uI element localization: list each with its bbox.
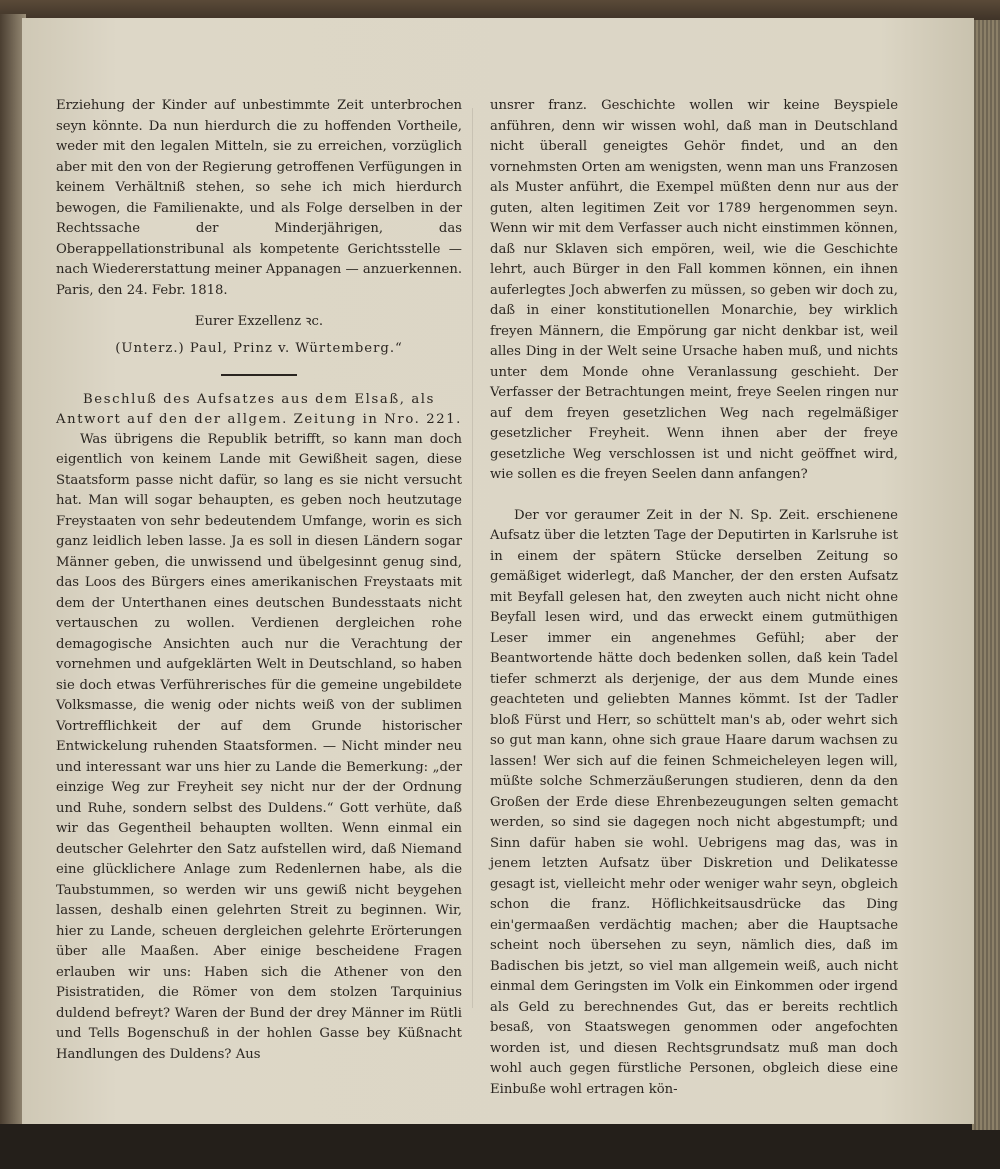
column-gap (472, 108, 473, 1008)
left-column (56, 96, 462, 1065)
page-stack-edge (972, 20, 1000, 1130)
article-conclusion: unsrer franz. Geschichte wollen wir keine Beyspiele anführen, denn wir wissen wohl, daß man in Deutschland nicht überall geneigtes Gehör findet, und an den vornehmsten Orten am wenigsten, wenn man uns Franzosen als Muster anführt, die Exempel müßten denn nur aus der guten, alten legitimen Zeit vor 1789 hergenommen seyn. Wenn wir mit dem Verfasser auch nicht einstimmen können, daß nur Sklaven sich empören, weil, wie die Geschichte lehrt, auch Bürger in den Fall kommen können, ein ihnen auferlegtes Joch abwerfen zu müssen, so geben wir doch zu, daß in einer konstitutionellen Monarchie, bey wirklich freyen Männern, die Empörung gar nicht denkbar ist, weil alles Ding in der Welt seine Ursache haben muß, und nichts unter dem Monde ohne Veranlassung geschieht. Der Verfasser der Betrachtungen meint, freye Seelen ringen nur auf dem freyen gesetzlichen Weg nach regelmäßiger gesetzlicher Freyheit. Wenn ihnen aber der freye gesetzliche Weg verschlossen ist und nicht geöffnet wird, wie sollen es die freyen Seelen dann anfangen? (490, 98, 898, 482)
right-column (490, 96, 898, 1100)
article-body: Was übrigens die Republik betrifft, so kann man doch eigentlich von keinem Lande mit Gewißheit sagen, diese Staatsform passe nicht dafür, so lang es sie nicht versucht hat. Man will sogar behaupten, es geben noch heutzutage Freystaaten von sehr bedeutendem Umfange, worin es sich ganz leidlich leben lasse. Ja es soll in diesen Ländern sogar Männer geben, die unwissend und übelgesinnt genug sind, das Loos des Bürgers eines amerikanischen Freystaats mit dem der Unterthanen eines deutschen Bundesstaats nicht vertauschen zu wollen. Verdienen dergleichen rohe demagogische Ansichten auch nur die Verachtung der vornehmen und aufgeklärten Welt in Deutschland, so haben sie doch etwas Verführerisches für die gemeine ungebildete Volksmasse, die wenig oder nichts weiß von der sublimen Vortrefflichkeit der auf dem Grunde historischer Entwickelung ruhenden Staatsformen. — Nicht minder neu und interessant war uns hier zu Lande die Bemerkung: „der einzige Weg zur Freyheit sey nicht nur der der Ordnung und Ruhe, sondern selbst des Duldens.“ Gott verhüte, daß wir das Gegentheil behaupten wollten. Wenn einmal ein deutscher Gelehrter den Satz aufstellen wird, daß Niemand eine glücklichere Anlage zum Redenlernen habe, als die Taubstummen, so werden wir uns gewiß nicht beygehen lassen, deshalb einen gelehrten Streit zu beginnen. Wir, hier zu Lande, scheuen dergleichen gelehrte Erörterungen über alle Maaßen. Aber einige bescheidene Fragen erlauben wir uns: Haben sich die Athener von den Pisistratiden, die Römer von dem stolzen Tarquinius duldend befreyt? Waren der Bund der drey Männer im Rütli und Tells Bogenschuß in der hohlen Gasse bey Küßnacht Handlungen des Duldens? Aus (56, 431, 462, 1062)
letter-signature: (Unterz.) Paul, Prinz v. Würtemberg.“ (115, 341, 403, 356)
paragraph-break (490, 486, 898, 506)
document-page (22, 18, 974, 1124)
letter-closing: Eurer Exzellenz ꝛc. (194, 314, 324, 329)
letter-continuation: Erziehung der Kinder auf unbestimmte Zeit unterbrochen seyn könnte. Da nun hierdurch die zu hoffenden Vortheile, weder mit den legalen Mitteln, sie zu erreichen, vorzüglich aber mit den von der Regierung getroffenen Verfügungen in keinem Verhältniß stehen, so sehe ich mich hierdurch bewogen, die Familienakte, und als Folge derselben in der Rechtssache der Minderjährigen, das Oberappellationstribunal als kompetente Gerichtsstelle — nach Wiedererstattung meiner Appanagen — anzuerkennen. Paris, den 24. Febr. 1818. (56, 98, 463, 298)
article-heading: Beschluß des Aufsatzes aus dem Elsaß, als Antwort auf den der allgem. Zeitung in Nro. 221. (56, 391, 462, 427)
second-article-body: Der vor geraumer Zeit in der N. Sp. Zeit. erschienene Aufsatz über die letzten Tage der Deputirten in Karlsruhe ist in einem der spätern Stücke derselben Zeitung so gemäßiget widerlegt, daß Mancher, der den ersten Aufsatz mit Beyfall gelesen hat, den zweyten auch nicht nicht ohne Beyfall lesen wird, und das erweckt einem gutmüthigen Leser immer ein angenehmes Gefühl; aber der Beantwortende hätte doch bedenken sollen, daß kein Tadel tiefer schmerzt als derjenige, der aus dem Munde eines geachteten und geliebten Mannes kömmt. Ist der Tadler bloß Fürst und Herr, so schüttelt man's ab, oder wehrt sich so gut man kann, ohne sich graue Haare darum wachsen zu lassen! Wer sich auf die feinen Schmeicheleyen legen will, müßte solche Schmerzäußerungen studieren, denn da den Großen der Erde diese Ehrenbezeugungen selten gemacht werden, so sind sie dagegen noch nicht abgestumpft; und Sinn dafür haben sie wohl. Uebrigens mag das, was in jenem letzten Aufsatz über Diskretion und Delikatesse gesagt ist, vielleicht mehr oder weniger wahr seyn, obgleich schon die franz. Höflichkeitsausdrücke das Ding ein'germaaßen verdächtig machen; aber die Hauptsache scheint noch übersehen zu seyn, nämlich dies, daß im Badischen bis jetzt, so viel man allgemein weiß, auch nicht einmal dem Geringsten im Volk ein Einkommen oder irgend als Geld zu berechnendes Gut, das er bereits rechtlich besaß, von Staatswegen genommen oder angefochten worden ist, und diesen Rechtsgrundsatz muß man doch wohl auch gegen fürstliche Personen, obgleich diese eine Einbuße wohl ertragen kön- (490, 507, 898, 1097)
section-divider (221, 374, 297, 376)
